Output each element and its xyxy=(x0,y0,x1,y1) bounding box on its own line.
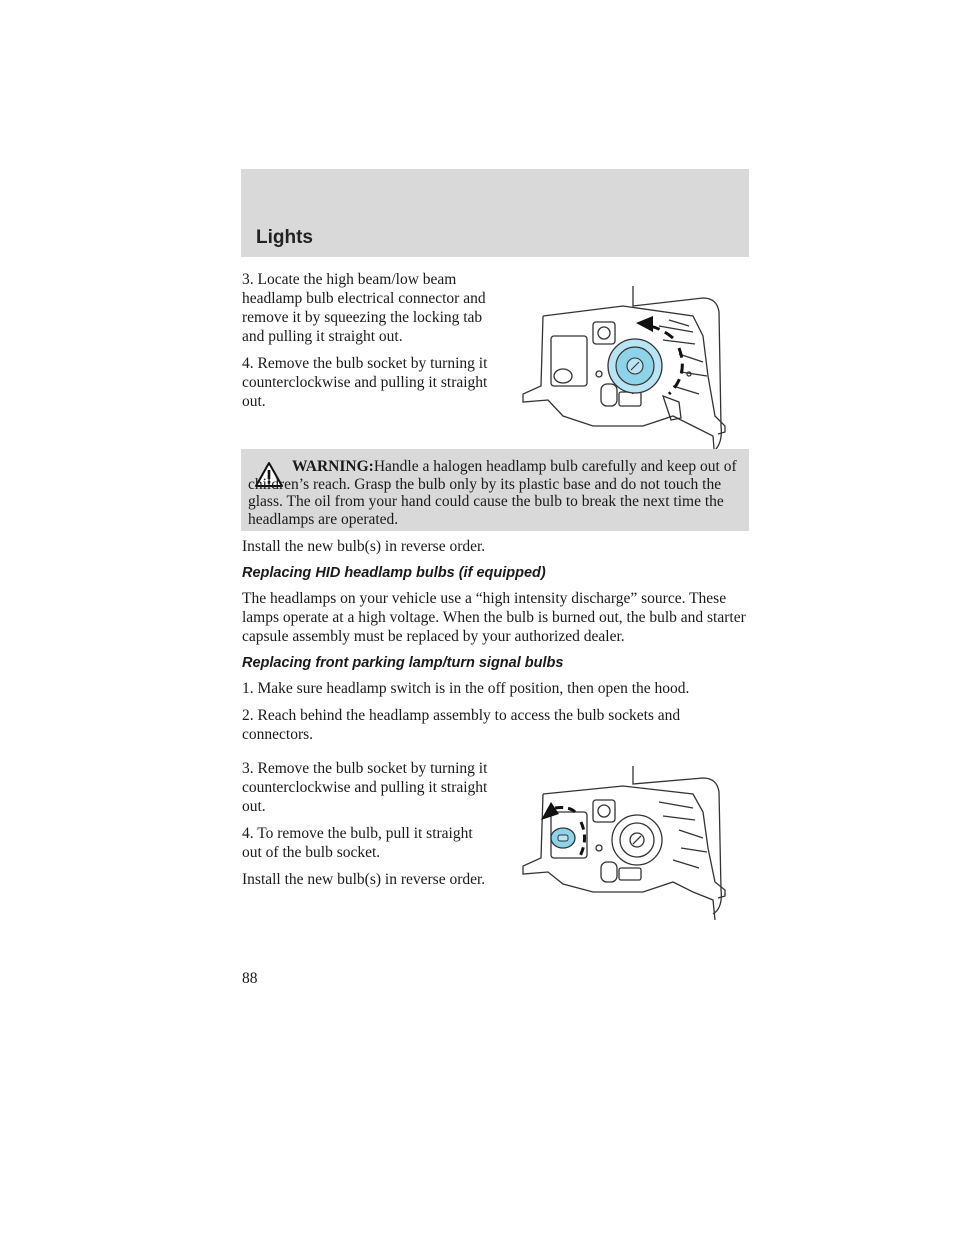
parking-step-4: 4. To remove the bulb, pull it straight out of the bulb socket. xyxy=(242,825,473,861)
page-number: 88 xyxy=(242,970,258,987)
parking-heading: Replacing front parking lamp/turn signal bulbs xyxy=(242,655,564,671)
parking-step-3: 3. Remove the bulb socket by turning it counterclockwise and pulling it straight out. xyxy=(242,760,488,815)
hid-heading: Replacing HID headlamp bulbs (if equipped) xyxy=(242,565,546,581)
headlamp-rear-diagram-2 xyxy=(503,762,743,922)
parking-install-note: Install the new bulb(s) in reverse order. xyxy=(242,871,486,888)
step-3-locate-connector: 3. Locate the high beam/low beam headlamp bulb electrical connector and remove it by squeezing the locking tab and pulling it straight out. xyxy=(242,271,486,345)
parking-step-2: 2. Reach behind the headlamp assembly to access the bulb sockets and connectors. xyxy=(242,707,681,743)
parking-steps xyxy=(242,759,492,897)
headlamp-rear-diagram-1 xyxy=(503,276,743,466)
section-title: Lights xyxy=(256,227,313,248)
warning-body: Handle a halogen headlamp bulb carefully and keep out of children’s reach. Grasp the bulb only by its plastic base and do not touch the glass. The oil from your hand could cause the bulb to break the next time the headlamps are operated. xyxy=(248,458,737,528)
step-4-remove-socket: 4. Remove the bulb socket by turning it counterclockwise and pulling it straight out. xyxy=(242,355,488,410)
parking-step-1: 1. Make sure headlamp switch is in the off position, then open the hood. xyxy=(242,680,690,697)
warning-label: WARNING: xyxy=(292,458,374,475)
hid-body: The headlamps on your vehicle use a “high intensity discharge” source. These lamps operate at a high voltage. When the bulb is burned out, the bulb and starter capsule assembly must be replaced by your authorized dealer. xyxy=(242,590,746,645)
install-note-1: Install the new bulb(s) in reverse order. xyxy=(242,538,486,555)
warning-text xyxy=(248,458,742,528)
warning-box xyxy=(241,449,749,531)
main-text xyxy=(242,537,752,752)
steps-top xyxy=(242,270,492,419)
section-header-band xyxy=(241,169,749,257)
